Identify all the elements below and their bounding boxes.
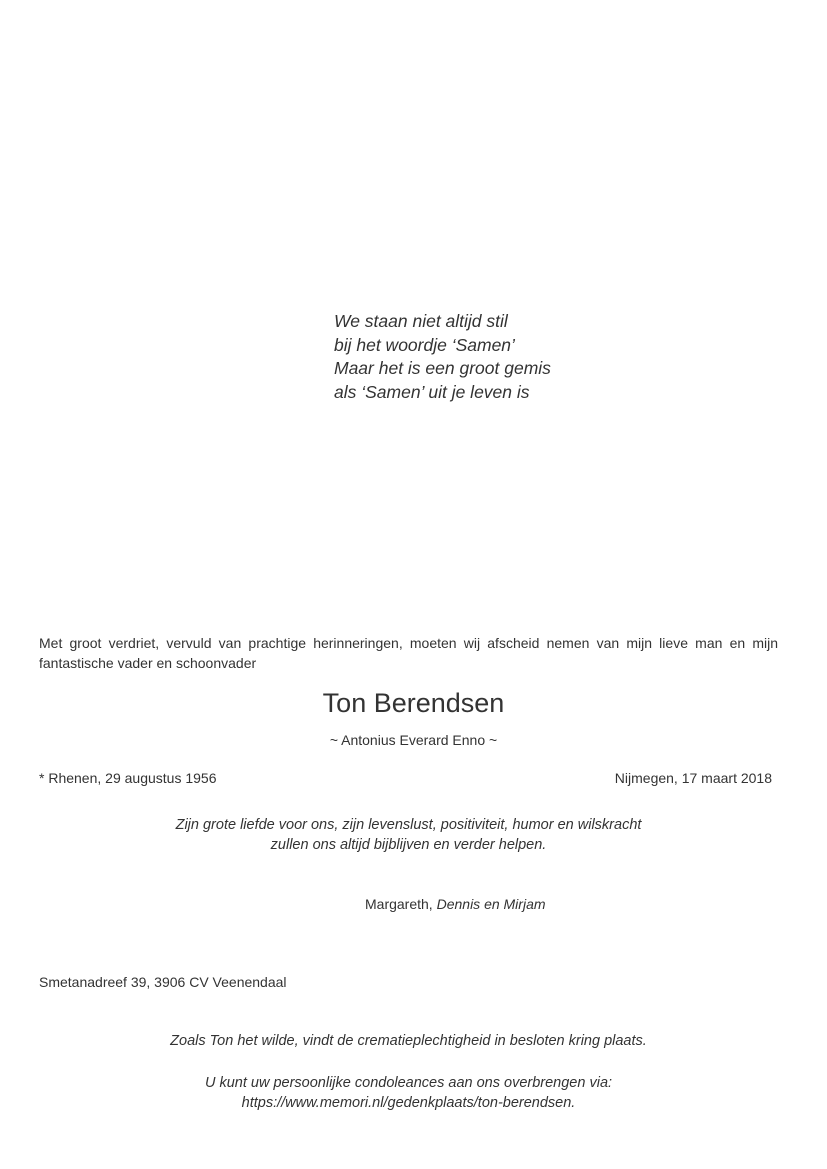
- poem-line: bij het woordje ‘Samen’: [334, 334, 515, 355]
- poem: [334, 310, 551, 404]
- correspondence-address: Smetanadreef 39, 3906 CV Veenendaal: [39, 974, 287, 990]
- poem-line: We staan niet altijd stil: [334, 311, 508, 331]
- deceased-full-name: ~ Antonius Everard Enno ~: [329, 732, 498, 748]
- ceremony-notice: Zoals Ton het wilde, vindt de crematieplechtigheid in besloten kring plaats.: [170, 1033, 647, 1049]
- signature: [365, 895, 546, 913]
- tribute-line: zullen ons altijd bijblijven en verder helpen.: [270, 837, 547, 853]
- tribute-line: Zijn grote liefde voor ons, zijn levenslust, positiviteit, humor en wilskracht: [175, 817, 642, 833]
- signature-rest: Dennis en Mirjam: [436, 896, 546, 912]
- announcement-intro: Met groot verdriet, vervuld van prachtige herinneringen, moeten wij afscheid nemen van mijn lieve man en mijn fantastische vader en schoonvader: [39, 635, 778, 671]
- poem-line: als ‘Samen’ uit je leven is: [334, 381, 530, 402]
- condolence-notice: [0, 1073, 817, 1113]
- signature-first: Margareth,: [365, 896, 437, 912]
- poem-line: Maar het is een groot gemis: [334, 358, 551, 378]
- birth-info: * Rhenen, 29 augustus 1956: [39, 770, 217, 786]
- condolence-line: U kunt uw persoonlijke condoleances aan ons overbrengen via:: [204, 1075, 613, 1091]
- condolence-link[interactable]: https://www.memori.nl/gedenkplaats/ton-berendsen.: [241, 1095, 576, 1111]
- tribute-text: [0, 815, 817, 855]
- deceased-name: Ton Berendsen: [322, 688, 505, 718]
- death-info: Nijmegen, 17 maart 2018: [614, 770, 772, 786]
